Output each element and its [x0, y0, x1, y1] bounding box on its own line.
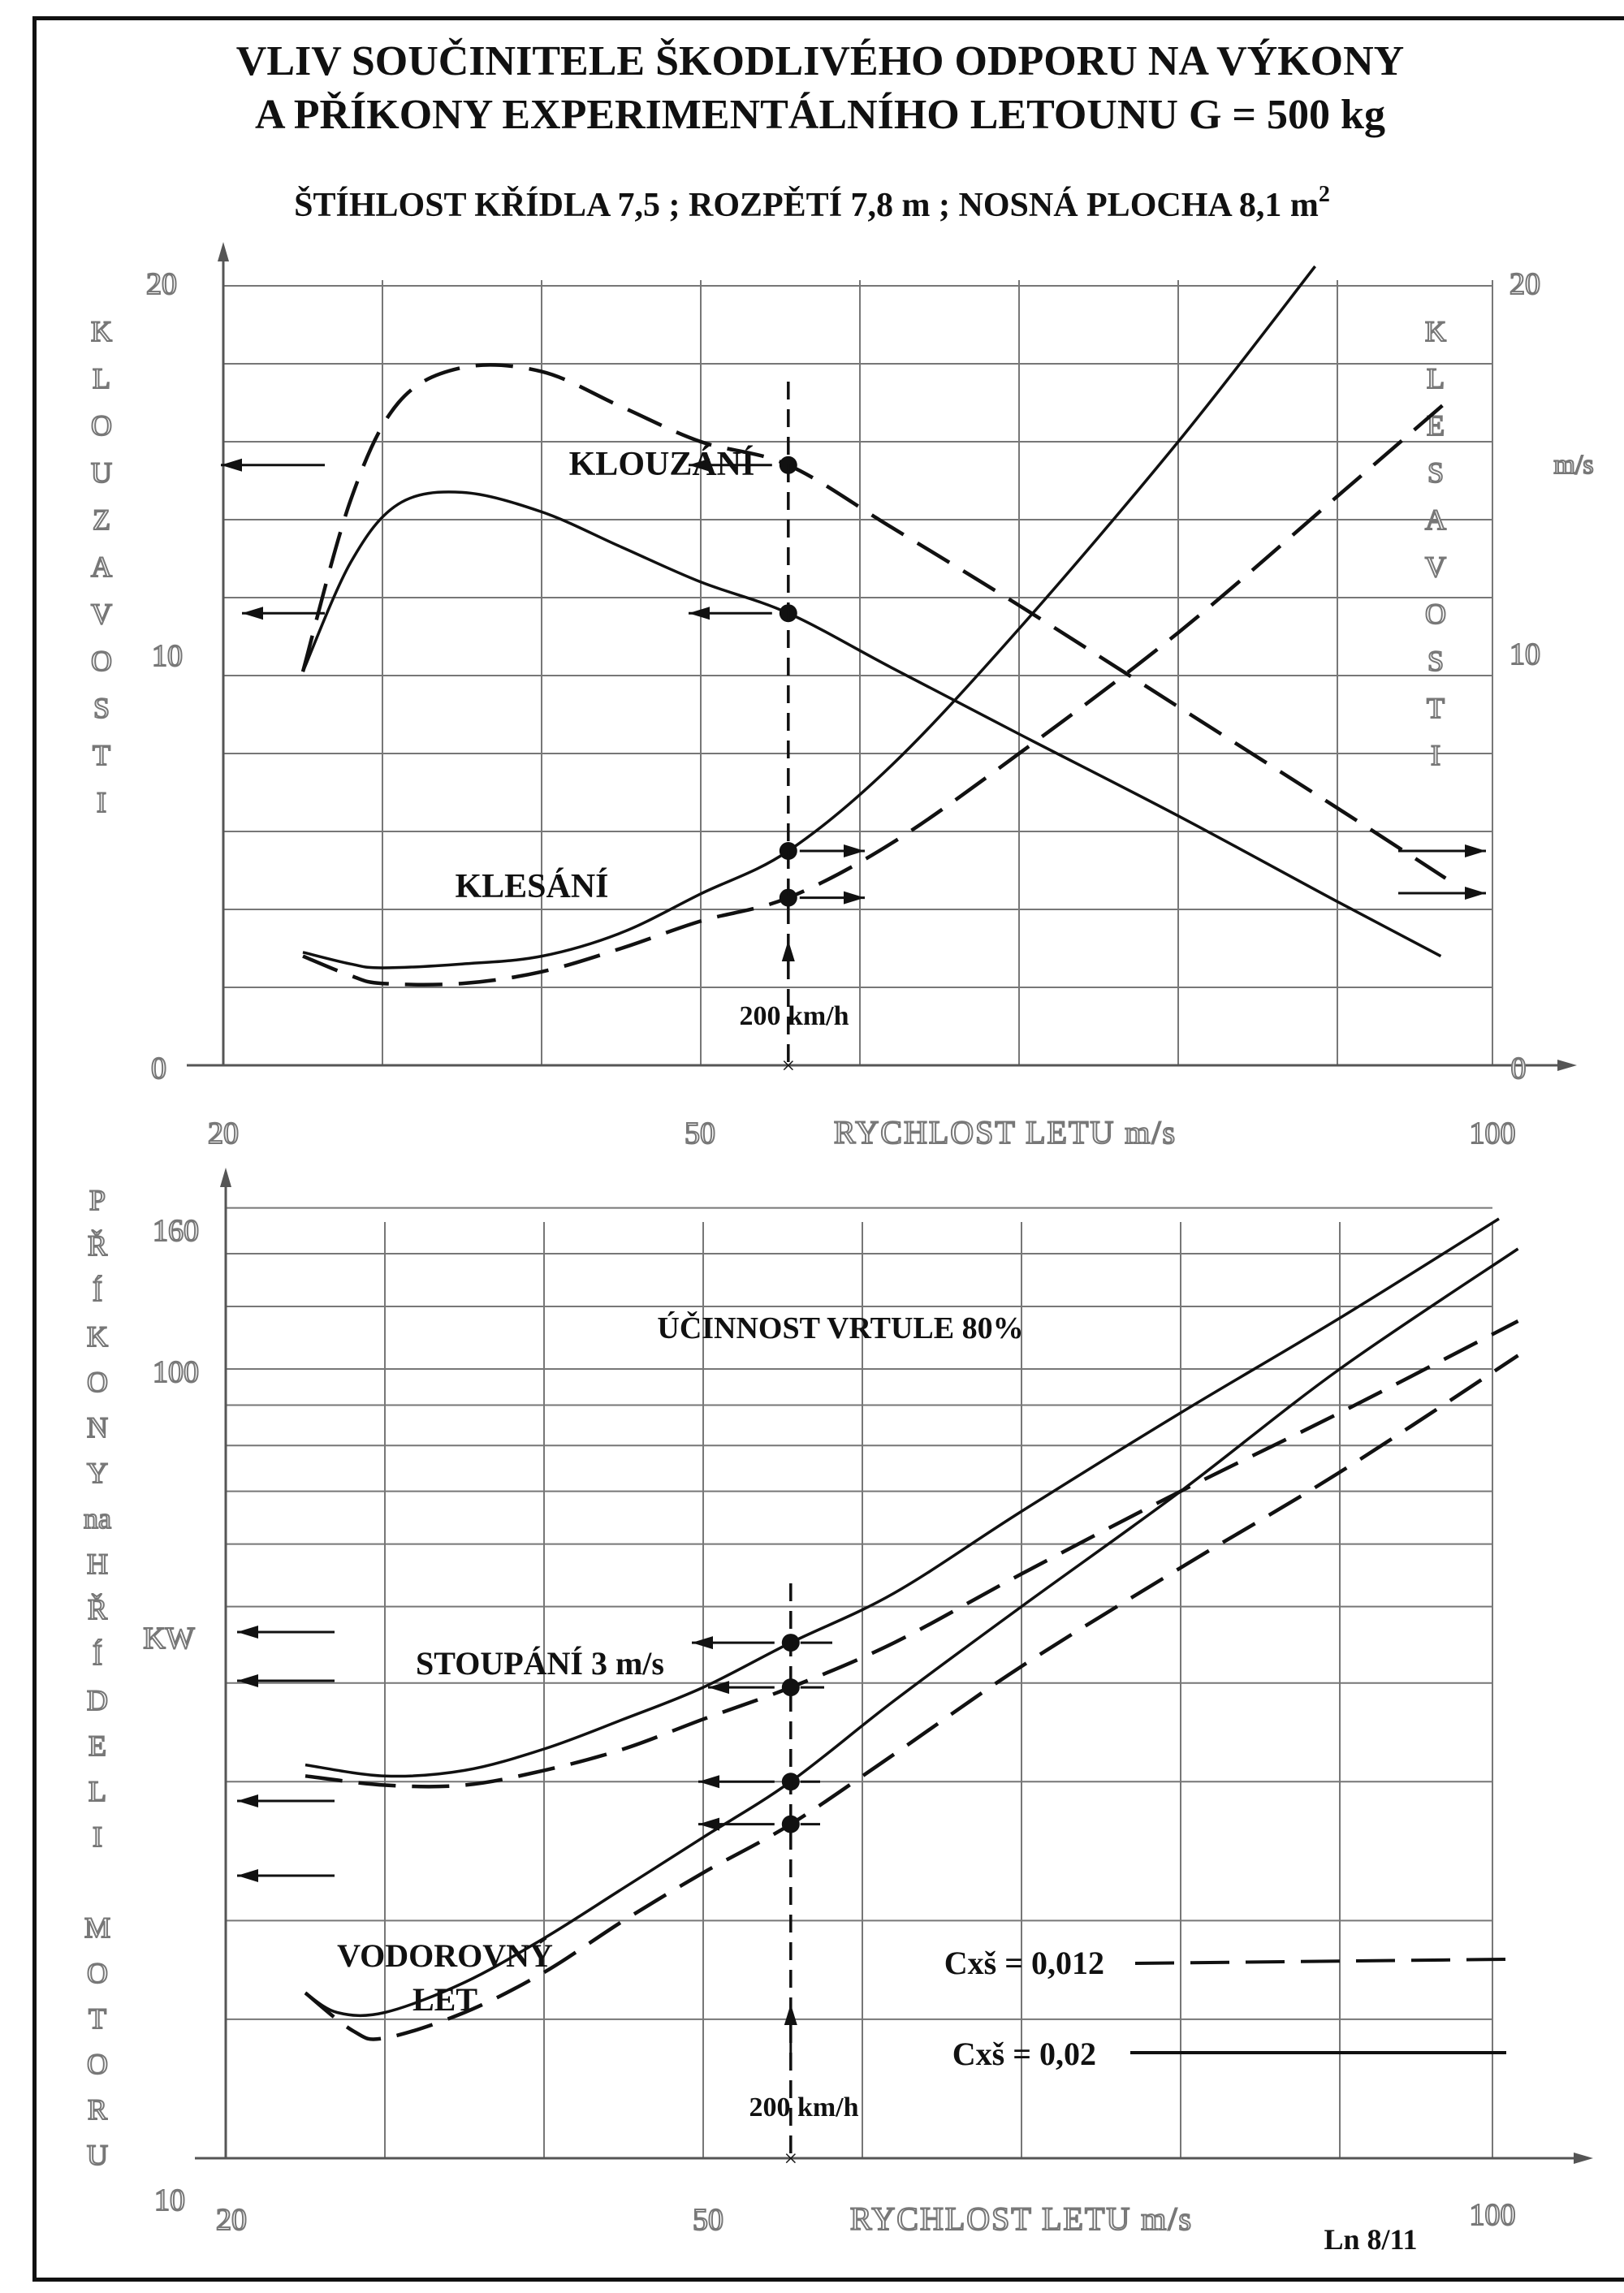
klesavosti-char: S — [1427, 645, 1445, 677]
bottom-marker-cross: × — [784, 2145, 798, 2172]
bottom-annotation-200kmh: 200 km/h — [749, 2092, 859, 2122]
prikony-char: Ř — [87, 1593, 108, 1626]
prikony-char: M — [84, 1911, 111, 1944]
bottom-series-0 — [305, 1219, 1499, 1777]
prikony-char: H — [87, 1548, 108, 1580]
klesavosti-char: S — [1427, 456, 1445, 489]
prikony-char: U — [87, 2139, 108, 2171]
top-left-tick-20: 20 — [146, 267, 177, 301]
label-vodorovny-let — [337, 1937, 553, 2018]
bottom-arrow-left-3-head — [698, 1818, 719, 1831]
legend — [944, 1945, 1506, 2072]
prikony-char: E — [89, 1729, 106, 1762]
bottom-tick-10: 10 — [154, 2183, 185, 2217]
prikony-char: K — [87, 1320, 108, 1353]
top-arrows — [221, 382, 1486, 1079]
top-right-unit: m/s — [1553, 450, 1594, 480]
klouzavosti-char: V — [91, 598, 112, 630]
title-line-2: A PŘÍKONY EXPERIMENTÁLNÍHO LETOUNU G = 500 kg — [255, 92, 1385, 138]
bottom-x-tick-100: 100 — [1469, 2198, 1516, 2232]
top-marker-up-arrow-head — [782, 940, 795, 961]
top-arrow-left-2-head — [689, 607, 710, 620]
klouzavosti-label — [91, 315, 112, 818]
top-right-tick-20: 20 — [1510, 267, 1540, 301]
klouzavosti-char: Z — [93, 503, 110, 536]
top-left-tick-10: 10 — [152, 639, 183, 673]
label-klesani: KLESÁNÍ — [455, 868, 609, 905]
top-x-tick-50: 50 — [685, 1116, 715, 1151]
bottom-arrow-left-far-0-head — [237, 1626, 258, 1639]
bottom-series-2 — [305, 1249, 1518, 2015]
klesavosti-char: L — [1427, 362, 1445, 395]
label-klouzani: KLOUZÁNÍ — [568, 446, 755, 483]
prikony-char: Y — [87, 1457, 108, 1489]
klesavosti-char: V — [1425, 551, 1446, 583]
top-grid — [223, 280, 1492, 1065]
title-line-1: VLIV SOUČINITELE ŠKODLIVÉHO ODPORU NA VÝKONY — [235, 38, 1405, 84]
prikony-char: T — [89, 2002, 106, 2035]
top-arrow-right-far-1-head — [1465, 844, 1486, 857]
power-chart — [84, 1168, 1593, 2237]
prikony-char: na — [84, 1502, 111, 1535]
prikony-char: R — [87, 2093, 108, 2126]
top-arrow-right-2-head — [844, 892, 865, 905]
bottom-arrow-left-far-1-head — [237, 1674, 258, 1687]
klouzavosti-char: A — [91, 551, 112, 583]
subtitle-main: ŠTÍHLOST KŘÍDLA 7,5 ; ROZPĚTÍ 7,8 m ; NOSNÁ PLOCHA 8,1 m — [294, 187, 1319, 224]
top-arrow-right-far-2-head — [1465, 887, 1486, 900]
klouzavosti-char: T — [93, 739, 110, 771]
bottom-x-axis-label: RYCHLOST LETU m/s — [849, 2200, 1194, 2237]
klouzavosti-char: O — [91, 645, 112, 677]
klesavosti-char: K — [1425, 315, 1446, 348]
bottom-x-tick-20: 20 — [216, 2203, 247, 2237]
top-right-tick-0: 0 — [1510, 1051, 1527, 1086]
legend-line-dashed — [1135, 1959, 1506, 1963]
prikony-char: N — [87, 1411, 108, 1444]
klesavosti-label — [1425, 315, 1446, 771]
bottom-arrow-left-far-3-head — [237, 1869, 258, 1882]
prikony-char: P — [89, 1184, 106, 1216]
top-marker-cross: × — [781, 1052, 796, 1079]
klesavosti-char: I — [1431, 739, 1440, 771]
prikony-label — [84, 1184, 111, 2171]
klouzavosti-char: U — [91, 456, 112, 489]
glide-sink-chart — [91, 242, 1594, 1151]
top-x-tick-20: 20 — [208, 1116, 239, 1151]
top-x-axis-label: RYCHLOST LETU m/s — [833, 1114, 1177, 1151]
prikony-char: O — [87, 1366, 108, 1398]
bottom-arrow-left-2-head — [698, 1775, 719, 1788]
top-left-axis-label — [91, 315, 112, 818]
bottom-arrow-left-far-2-head — [237, 1794, 258, 1807]
top-axes — [187, 242, 1577, 1071]
bottom-left-axis-label — [84, 1184, 111, 2171]
top-right-tick-10: 10 — [1510, 637, 1540, 671]
prikony-char: Ř — [87, 1229, 108, 1262]
prikony-char: O — [87, 2048, 108, 2080]
propeller-efficiency-note: ÚČINNOST VRTULE 80% — [657, 1311, 1024, 1345]
bottom-tick-160: 160 — [153, 1214, 199, 1248]
klesavosti-char: T — [1427, 692, 1445, 724]
bottom-unit-kw: KW — [143, 1622, 195, 1656]
legend-label-solid: Cxš = 0,02 — [952, 2036, 1096, 2072]
label-vodorovny-line2: LET — [412, 1981, 478, 2018]
prikony-char: Í — [93, 1639, 102, 1671]
top-annotation-200kmh: 200 km/h — [739, 1001, 849, 1031]
prikony-char: D — [87, 1684, 108, 1717]
subtitle — [294, 182, 1330, 224]
klesavosti-char: O — [1425, 598, 1446, 630]
klesavosti-char: E — [1427, 409, 1445, 442]
top-arrow-right-1-head — [844, 844, 865, 857]
bottom-x-tick-50: 50 — [693, 2203, 723, 2237]
top-series-3 — [303, 266, 1315, 968]
label-stoupani: STOUPÁNÍ 3 m/s — [416, 1645, 664, 1682]
bottom-marker-up-arrow-head — [784, 2004, 797, 2025]
reference-code: Ln 8/11 — [1324, 2223, 1418, 2256]
klouzavosti-char: I — [97, 786, 106, 818]
top-x-tick-100: 100 — [1469, 1116, 1516, 1151]
bottom-series-1 — [305, 1321, 1518, 1786]
klouzavosti-char: L — [93, 362, 110, 395]
prikony-char: O — [87, 1957, 108, 1989]
prikony-char: Í — [93, 1275, 102, 1307]
prikony-char: I — [93, 1820, 102, 1853]
prikony-char: L — [89, 1775, 106, 1807]
subtitle-superscript: 2 — [1318, 182, 1330, 207]
top-arrow-left-far-2-head — [242, 607, 263, 620]
klesavosti-char: A — [1425, 503, 1446, 536]
legend-label-dashed: Cxš = 0,012 — [944, 1945, 1104, 1981]
label-vodorovny-line1: VODOROVNÝ — [337, 1937, 553, 1974]
klouzavosti-char: K — [91, 315, 112, 348]
top-left-tick-0: 0 — [151, 1051, 166, 1086]
klouzavosti-char: O — [91, 409, 112, 442]
bottom-tick-100: 100 — [153, 1355, 199, 1389]
klouzavosti-char: S — [93, 692, 110, 724]
top-right-axis-label — [1425, 315, 1446, 771]
